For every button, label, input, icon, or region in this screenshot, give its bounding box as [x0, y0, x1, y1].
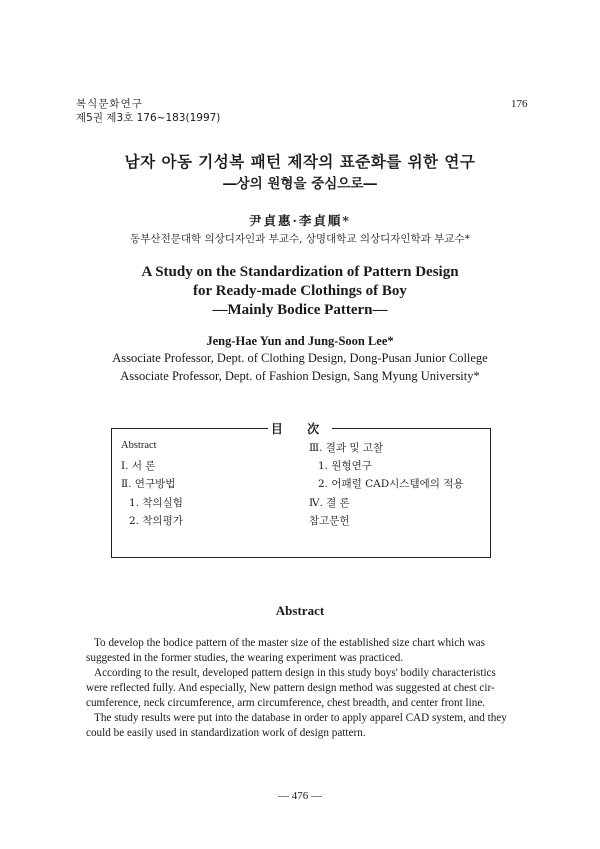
page-number: 176 [511, 98, 528, 110]
abstract-line-5: cumference, neck circumference, arm circumference, chest breadth, and center front line. [86, 697, 486, 709]
english-title-line-2: for Ready-made Clothings of Boy [193, 283, 407, 299]
korean-authors: 尹貞惠·李貞順* [249, 213, 351, 228]
toc-item-method: Ⅱ. 연구방법 [121, 478, 176, 490]
abstract-heading: Abstract [275, 603, 325, 618]
toc-title: 目 次 [268, 420, 332, 437]
toc-item-conclusion: Ⅳ. 결 론 [309, 497, 350, 509]
journal-name: 복식문화연구 [76, 98, 143, 110]
abstract-line-4: were reflected fully. And especially, New pattern design method was suggested at chest cir- [86, 682, 495, 694]
toc-item-pattern-study: 1. 원형연구 [318, 460, 372, 472]
toc-item-references: 참고문헌 [309, 515, 350, 527]
toc-item-abstract: Abstract [121, 440, 157, 451]
english-title-line-1: A Study on the Standardization of Pattern Design [141, 264, 459, 280]
table-of-contents-box [111, 428, 491, 558]
english-title-line-3: ―Mainly Bodice Pattern― [212, 302, 388, 318]
english-affiliation-2: Associate Professor, Dept. of Fashion Design, Sang Myung University* [120, 369, 480, 383]
toc-item-cad-application: 2. 어패럴 CAD시스템에의 적용 [318, 478, 464, 490]
abstract-line-6: The study results were put into the database in order to apply apparel CAD system, and they [94, 712, 507, 724]
korean-subtitle: ―상의 원형을 중심으로― [223, 176, 377, 192]
english-authors: Jeng-Hae Yun and Jung-Soon Lee* [206, 334, 394, 348]
toc-item-results: Ⅲ. 결과 및 고찰 [309, 442, 384, 454]
english-affiliation-1: Associate Professor, Dept. of Clothing Design, Dong-Pusan Junior College [112, 351, 488, 365]
toc-item-wearing-experiment: 1. 착의실험 [129, 497, 183, 509]
korean-affiliation: 동부산전문대학 의상디자인과 부교수, 상명대학교 의상디자인학과 부교수* [130, 233, 470, 245]
toc-item-wearing-evaluation: 2. 착의평가 [129, 515, 183, 527]
abstract-line-2: suggested in the former studies, the wearing experiment was practiced. [86, 652, 404, 664]
abstract-line-3: According to the result, developed pattern design in this study boys' bodily characteristics [94, 667, 496, 679]
footer-page-number: ― 476 ― [278, 790, 322, 802]
korean-title: 남자 아동 기성복 패턴 제작의 표준화를 위한 연구 [124, 153, 476, 171]
abstract-line-1: To develop the bodice pattern of the master size of the established size chart which was [94, 637, 485, 649]
volume-info: 제5권 제3호 176~183(1997) [76, 112, 221, 124]
toc-item-introduction: Ⅰ. 서 론 [121, 460, 156, 472]
abstract-line-7: could be easily used in standardization work of design pattern. [86, 727, 366, 739]
